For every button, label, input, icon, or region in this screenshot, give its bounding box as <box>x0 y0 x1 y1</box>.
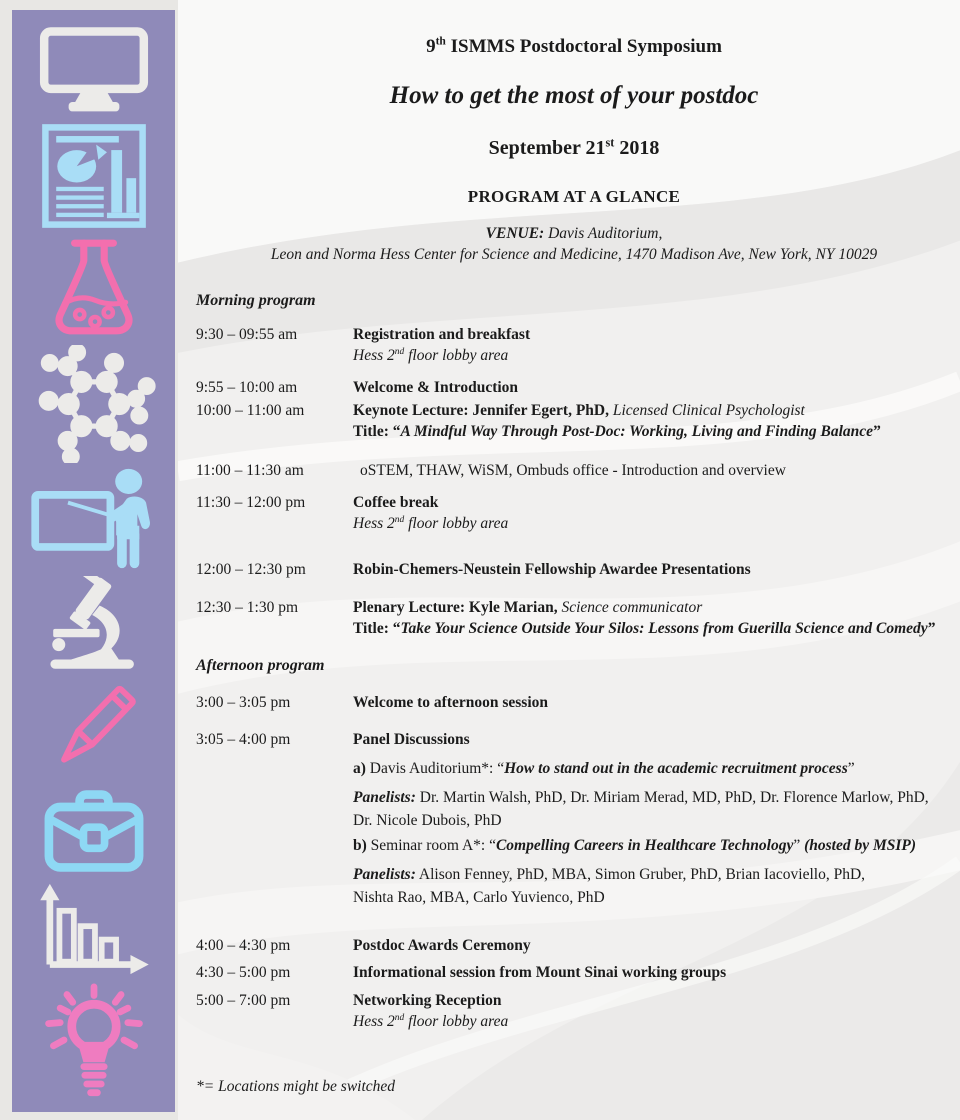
bar-chart-icon <box>30 882 158 978</box>
page-title: 9th ISMMS Postdoctoral Symposium <box>426 34 722 57</box>
venue-block <box>196 223 952 265</box>
microscope-icon <box>37 576 151 678</box>
afternoon-heading: Afternoon program <box>196 657 325 674</box>
session-row-registration: 9:30 – 09:55 am Registration and breakfast Hess 2nd floor lobby area <box>196 324 952 366</box>
panel-a-panelists: Panelists: Dr. Martin Walsh, PhD, Dr. Miriam Merad, MD, PhD, Dr. Florence Marlow, PhD, <box>353 789 929 806</box>
flask-icon <box>43 233 145 341</box>
monitor-icon <box>35 24 153 118</box>
venue-address: Leon and Norma Hess Center for Science and Medicine, 1470 Madison Ave, New York, NY 10029 <box>270 246 878 263</box>
session-row-networking: 5:00 – 7:00 pm Networking Reception Hess 2nd floor lobby area <box>196 990 952 1032</box>
pen-icon <box>44 681 144 779</box>
location-note: Hess 2nd floor lobby area <box>353 1012 509 1030</box>
briefcase-icon <box>35 783 153 879</box>
panel-a-panelists-2: Dr. Nicole Dubois, PhD <box>353 812 502 829</box>
panel-b-panelists-2: Nishta Rao, MBA, Carlo Yuvienco, PhD <box>353 889 605 906</box>
program-content <box>178 0 960 1120</box>
session-row-informational: 4:30 – 5:00 pm Informational session from Mount Sinai working groups <box>196 964 727 981</box>
session-row-panels: 3:05 – 4:00 pm Panel Discussions a) Davis Auditorium*: “How to stand out in the academic recruitment process” Panelists: Dr. Martin Walsh, PhD, Dr. Miriam Merad, MD, PhD, Dr. Florence Marlow, PhD, Dr. Nicole Dubois, PhD b) Seminar room A*: “Compelling Careers in Healthcare Technology” (hosted by MSIP) Panelists: Alison Fenney, PhD, MBA, Simon Gruber, PhD, Brian Iacoviello, PhD, Nishta Rao, MBA, Carlo Yuvienco, PhD <box>196 729 952 909</box>
event-date: September 21st 2018 <box>488 135 660 159</box>
chart-report-icon <box>39 122 149 230</box>
panel-b-line: b) Seminar room A*: “Compelling Careers in Healthcare Technology” (hosted by MSIP) <box>353 837 917 854</box>
program-heading: PROGRAM AT A GLANCE <box>467 187 681 206</box>
session-row-awards: 4:00 – 4:30 pm Postdoc Awards Ceremony <box>196 937 531 954</box>
schedule <box>196 290 952 1097</box>
lightbulb-icon <box>39 982 149 1098</box>
location-note: Hess 2nd floor lobby area <box>353 514 509 532</box>
location-note: Hess 2nd floor lobby area <box>353 346 509 364</box>
presenter-icon <box>29 466 159 572</box>
panel-a-line: a) Davis Auditorium*: “How to stand out in the academic recruitment process” <box>353 760 855 777</box>
session-row-keynote: 10:00 – 11:00 am Keynote Lecture: Jennifer Egert, PhD, Licensed Clinical Psychologist Title: “A Mindful Way Through Post-Doc: Working, Living and Finding Balance” <box>196 402 881 440</box>
session-row-plenary: 12:30 – 1:30 pm Plenary Lecture: Kyle Marian, Science communicator Title: “Take Your Science Outside Your Silos: Lessons from Guerilla Science and Comedy” <box>196 599 936 637</box>
locations-footnote: *= Locations might be switched <box>196 1078 396 1095</box>
molecule-icon <box>31 345 157 463</box>
page-subtitle: How to get the most of your postdoc <box>389 82 759 109</box>
session-row-afternoon-welcome: 3:00 – 3:05 pm Welcome to afternoon session <box>196 694 549 711</box>
icon-sidebar <box>12 10 175 1112</box>
morning-heading: Morning program <box>196 292 316 309</box>
venue-line: VENUE: Davis Auditorium, <box>485 225 663 242</box>
session-row-welcome: 9:55 – 10:00 am Welcome & Introduction <box>196 379 519 396</box>
panel-b-panelists: Panelists: Alison Fenney, PhD, MBA, Simon Gruber, PhD, Brian Iacoviello, PhD, <box>353 866 866 883</box>
session-row-coffee: 11:30 – 12:00 pm Coffee break Hess 2nd floor lobby area <box>196 492 952 534</box>
session-row-fellowship: 12:00 – 12:30 pm Robin-Chemers-Neustein Fellowship Awardee Presentations <box>196 561 751 578</box>
session-row-ostem: 11:00 – 11:30 am oSTEM, THAW, WiSM, Ombuds office - Introduction and overview <box>196 462 786 479</box>
